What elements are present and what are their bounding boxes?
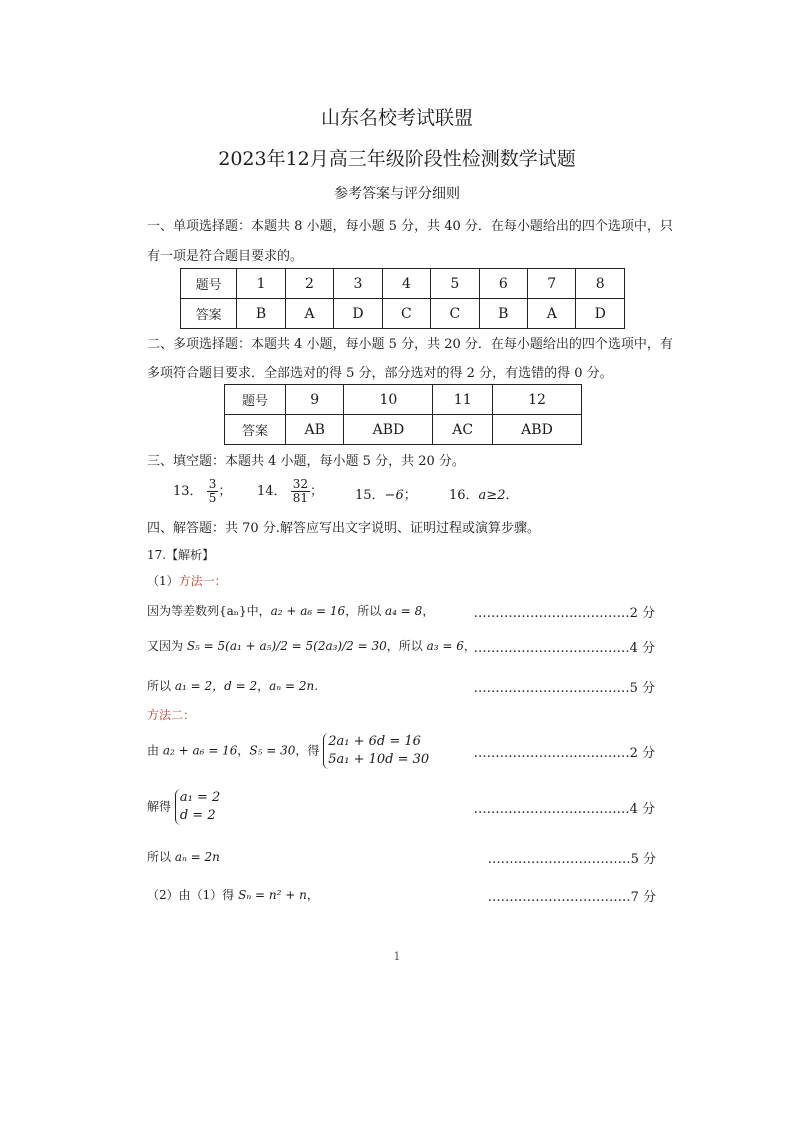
fill-blank-answer-14: 14． $\frac{32}{81}$ ； [257,477,323,505]
answer-key-subtitle: 参考答案与评分细则 [334,186,460,202]
method1-step1: 因为等差数列{aₙ}中，a₂ + a₆ = 16，所以 a₄ = 8， [147,604,435,618]
method1-label: 方法一： [178,574,227,588]
fill-blank-answer-13: 13． $\frac{3}{5}$ ； [173,477,232,505]
score-marker: ………………………………2 分 [473,606,655,621]
fraction: $\frac{32}{81}$ [292,477,308,505]
row-label: 题号 [225,385,286,415]
method1-step3: 所以 a₁ = 2，d = 2，aₙ = 2n. [147,679,319,693]
page-number: 1 [393,950,401,963]
section1-intro-line2: 有一项是符合题目要求的。 [147,249,304,264]
answer-cell: B [237,299,285,329]
score-marker: ……………………………5 分 [487,852,656,867]
table-row-question-numbers [181,269,625,299]
answer-cell: B [479,299,527,329]
table-row-answers [225,415,582,445]
question-number: 12 [492,385,581,415]
fill-blank-answer-15: 15．−6； [355,488,417,503]
question-number: 11 [433,385,493,415]
answer-cell: A [528,299,576,329]
table-row-question-numbers [225,385,582,415]
question-number: 9 [286,385,344,415]
answer-cell: AC [433,415,493,445]
multi-choice-answer-table [224,384,582,445]
section3-intro: 三、填空题：本题共 4 小题，每小题 5 分，共 20 分。 [147,454,465,469]
question-number: 4 [382,269,430,299]
row-label: 答案 [181,299,237,329]
question-number: 8 [576,269,625,299]
row-label: 答案 [225,415,286,445]
answer-cell: ABD [344,415,433,445]
section2-intro-line1: 二、多项选择题：本题共 4 小题，每小题 5 分，共 20 分．在每小题给出的四个选项中，有 [147,337,673,352]
equation-system: 2a₁ + 6d = 16 5a₁ + 10d = 30 [323,733,429,769]
exam-title: 2023年12月高三年级阶段性检测数学试题 [218,148,576,170]
score-marker: ……………………………7 分 [487,890,656,905]
method2-step2: 解得 a₁ = 2 d = 2 [147,790,221,823]
single-choice-answer-table [180,268,625,329]
score-marker: ………………………………4 分 [473,641,655,656]
question-number: 3 [334,269,382,299]
exam-org-title: 山东名校考试联盟 [320,107,473,129]
answer-cell: C [431,299,479,329]
table-row-answers [181,299,625,329]
section4-intro: 四、解答题：共 70 分.解答应写出文字说明、证明过程或演算步骤。 [147,521,540,536]
q17-heading: 17.【解析】 [147,548,215,562]
answer-cell: C [382,299,430,329]
score-marker: ………………………………4 分 [473,802,655,817]
question-number: 10 [344,385,433,415]
question-number: 7 [528,269,576,299]
answer-cell: D [334,299,382,329]
question-number: 5 [431,269,479,299]
method2-step3: 所以 aₙ = 2n [147,850,220,864]
row-label: 题号 [181,269,237,299]
equation-system: a₁ = 2 d = 2 [175,789,220,825]
score-marker: ………………………………2 分 [473,746,655,761]
part2-step1: （2）由（1）得 Sₙ = n² + n， [147,888,319,902]
section1-intro-line1: 一、单项选择题：本题共 8 小题，每小题 5 分，共 40 分．在每小题给出的四个选项中，只 [147,219,673,234]
part1-heading: （1）方法一： [147,574,227,588]
answer-cell: AB [286,415,344,445]
question-number: 6 [479,269,527,299]
question-number: 2 [285,269,333,299]
fraction: $\frac{3}{5}$ [208,477,217,505]
section2-intro-line2: 多项符合题目要求．全部选对的得 5 分，部分选对的得 2 分，有选错的得 0 分。 [147,366,613,381]
method2-label: 方法二： [147,708,196,722]
fill-blank-answer-16: 16．a≥2． [449,488,519,503]
score-marker: ………………………………5 分 [473,681,655,696]
answer-cell: A [285,299,333,329]
method2-step1: 由 a₂ + a₆ = 16，S₅ = 30，得 2a₁ + 6d = 16 5a₁ + 10d = 30 [147,734,430,767]
question-number: 1 [237,269,285,299]
answer-cell: ABD [492,415,581,445]
answer-cell: D [576,299,625,329]
method1-step2: 又因为 S₅ = 5(a₁ + a₅)/2 = 5(2a₃)/2 = 30，所以 a₃ = 6， [147,639,476,653]
